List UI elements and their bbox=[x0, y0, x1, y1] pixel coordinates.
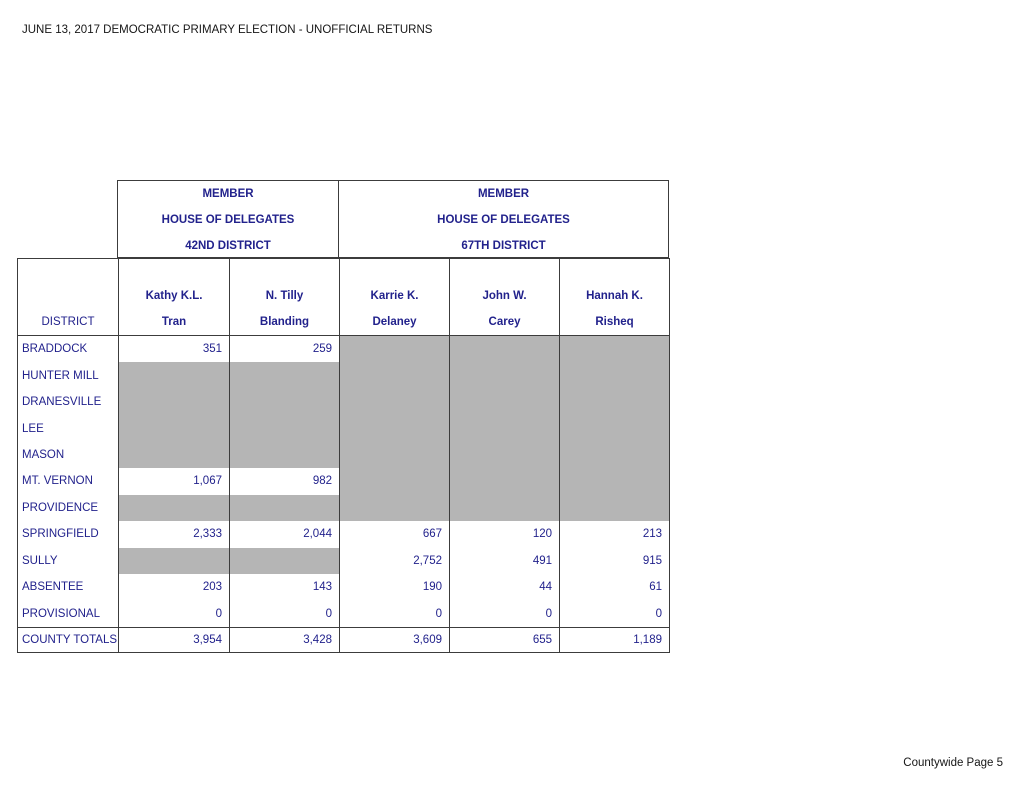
shaded-cell bbox=[559, 468, 669, 494]
shaded-cell bbox=[339, 362, 449, 388]
shaded-cell bbox=[449, 362, 559, 388]
district-label: MASON bbox=[22, 448, 65, 461]
vote-count-cell: 213 bbox=[559, 521, 669, 547]
candidate-header-blanding bbox=[229, 259, 339, 335]
candidate-last-name: Risheq bbox=[595, 316, 634, 328]
vote-count-cell: 2,044 bbox=[229, 521, 339, 547]
district-column-header-label: DISTRICT bbox=[41, 316, 95, 328]
table-row bbox=[18, 521, 669, 547]
candidate-header-carey bbox=[449, 259, 559, 335]
table-row bbox=[18, 600, 669, 626]
shaded-cell bbox=[229, 389, 339, 415]
shaded-cell bbox=[118, 415, 229, 441]
shaded-cell bbox=[118, 442, 229, 468]
page-title: JUNE 13, 2017 DEMOCRATIC PRIMARY ELECTION - UNOFFICIAL RETURNS bbox=[22, 24, 433, 36]
shaded-cell bbox=[229, 362, 339, 388]
shaded-cell bbox=[559, 362, 669, 388]
candidate-first-name: N. Tilly bbox=[265, 290, 304, 302]
vote-count-cell: 0 bbox=[559, 600, 669, 626]
county-totals-row bbox=[18, 627, 669, 652]
table-row bbox=[18, 415, 669, 441]
district-label: SPRINGFIELD bbox=[22, 528, 99, 541]
shaded-cell bbox=[118, 548, 229, 574]
candidate-last-name: Blanding bbox=[259, 316, 310, 328]
district-label: SULLY bbox=[22, 554, 58, 567]
vote-count-cell: 120 bbox=[449, 521, 559, 547]
table-row bbox=[18, 389, 669, 415]
district-label: BRADDOCK bbox=[22, 343, 88, 356]
vote-count-cell: 3,428 bbox=[229, 628, 339, 652]
vote-count-cell: 190 bbox=[339, 574, 449, 600]
shaded-cell bbox=[339, 468, 449, 494]
vote-count-cell: 2,752 bbox=[339, 548, 449, 574]
candidate-first-name: John W. bbox=[482, 290, 527, 302]
vote-count-cell: 667 bbox=[339, 521, 449, 547]
district-label: PROVIDENCE bbox=[22, 501, 99, 514]
candidate-first-name: Kathy K.L. bbox=[145, 290, 203, 302]
shaded-cell bbox=[559, 389, 669, 415]
candidate-header-tran bbox=[118, 259, 229, 335]
table-row bbox=[18, 468, 669, 494]
candidate-first-name: Hannah K. bbox=[586, 290, 643, 302]
shaded-cell bbox=[559, 442, 669, 468]
candidate-last-name: Tran bbox=[161, 316, 187, 328]
shaded-cell bbox=[118, 389, 229, 415]
vote-count-cell: 0 bbox=[229, 600, 339, 626]
district-label: HUNTER MILL bbox=[22, 369, 99, 382]
shaded-cell bbox=[339, 415, 449, 441]
vote-count-cell: 44 bbox=[449, 574, 559, 600]
shaded-cell bbox=[229, 548, 339, 574]
vote-count-cell: 1,189 bbox=[559, 628, 669, 652]
candidate-last-name: Carey bbox=[488, 316, 521, 328]
vote-count-cell: 3,609 bbox=[339, 628, 449, 652]
candidate-last-name: Delaney bbox=[372, 316, 417, 328]
group-header-line: MEMBER bbox=[477, 188, 530, 200]
shaded-cell bbox=[339, 389, 449, 415]
vote-count-cell: 3,954 bbox=[118, 628, 229, 652]
shaded-cell bbox=[229, 415, 339, 441]
district-label: PROVISIONAL bbox=[22, 607, 100, 620]
table-group-header bbox=[117, 180, 669, 258]
table-row bbox=[18, 442, 669, 468]
shaded-cell bbox=[559, 336, 669, 362]
results-table bbox=[17, 258, 670, 653]
district-label: COUNTY TOTALS bbox=[22, 633, 118, 646]
shaded-cell bbox=[449, 495, 559, 521]
shaded-cell bbox=[339, 442, 449, 468]
shaded-cell bbox=[449, 389, 559, 415]
vote-count-cell: 982 bbox=[229, 468, 339, 494]
table-row bbox=[18, 548, 669, 574]
vote-count-cell: 491 bbox=[449, 548, 559, 574]
vote-count-cell: 203 bbox=[118, 574, 229, 600]
vote-count-cell: 61 bbox=[559, 574, 669, 600]
shaded-cell bbox=[449, 442, 559, 468]
shaded-cell bbox=[118, 362, 229, 388]
table-row bbox=[18, 574, 669, 600]
shaded-cell bbox=[449, 336, 559, 362]
shaded-cell bbox=[229, 442, 339, 468]
vote-count-cell: 2,333 bbox=[118, 521, 229, 547]
group-header-line: HOUSE OF DELEGATES bbox=[161, 214, 295, 226]
vote-count-cell: 1,067 bbox=[118, 468, 229, 494]
district-rows bbox=[18, 336, 669, 652]
table-row bbox=[18, 362, 669, 388]
vote-count-cell: 0 bbox=[339, 600, 449, 626]
page-footer: Countywide Page 5 bbox=[903, 757, 1003, 769]
table-row bbox=[18, 336, 669, 362]
shaded-cell bbox=[559, 415, 669, 441]
vote-count-cell: 0 bbox=[118, 600, 229, 626]
table-row bbox=[18, 495, 669, 521]
vote-count-cell: 143 bbox=[229, 574, 339, 600]
district-label: DRANESVILLE bbox=[22, 396, 102, 409]
vote-count-cell: 0 bbox=[449, 600, 559, 626]
group-header-line: 42ND DISTRICT bbox=[185, 240, 271, 252]
district-column-header bbox=[18, 259, 118, 335]
shaded-cell bbox=[449, 415, 559, 441]
district-label: LEE bbox=[22, 422, 44, 435]
candidate-header-row bbox=[18, 259, 669, 336]
shaded-cell bbox=[559, 495, 669, 521]
shaded-cell bbox=[229, 495, 339, 521]
group-header-67th-district bbox=[339, 181, 668, 257]
group-header-line: MEMBER bbox=[202, 188, 254, 200]
group-header-line: 67TH DISTRICT bbox=[461, 240, 546, 252]
candidate-header-risheq bbox=[559, 259, 669, 335]
district-label: MT. VERNON bbox=[22, 475, 93, 488]
shaded-cell bbox=[118, 495, 229, 521]
candidate-header-delaney bbox=[339, 259, 449, 335]
vote-count-cell: 351 bbox=[118, 336, 229, 362]
vote-count-cell: 259 bbox=[229, 336, 339, 362]
district-label: ABSENTEE bbox=[22, 581, 84, 594]
group-header-line: HOUSE OF DELEGATES bbox=[437, 214, 570, 226]
group-header-42nd-district bbox=[118, 181, 339, 257]
shaded-cell bbox=[339, 495, 449, 521]
shaded-cell bbox=[339, 336, 449, 362]
shaded-cell bbox=[449, 468, 559, 494]
vote-count-cell: 655 bbox=[449, 628, 559, 652]
vote-count-cell: 915 bbox=[559, 548, 669, 574]
candidate-first-name: Karrie K. bbox=[370, 290, 419, 302]
